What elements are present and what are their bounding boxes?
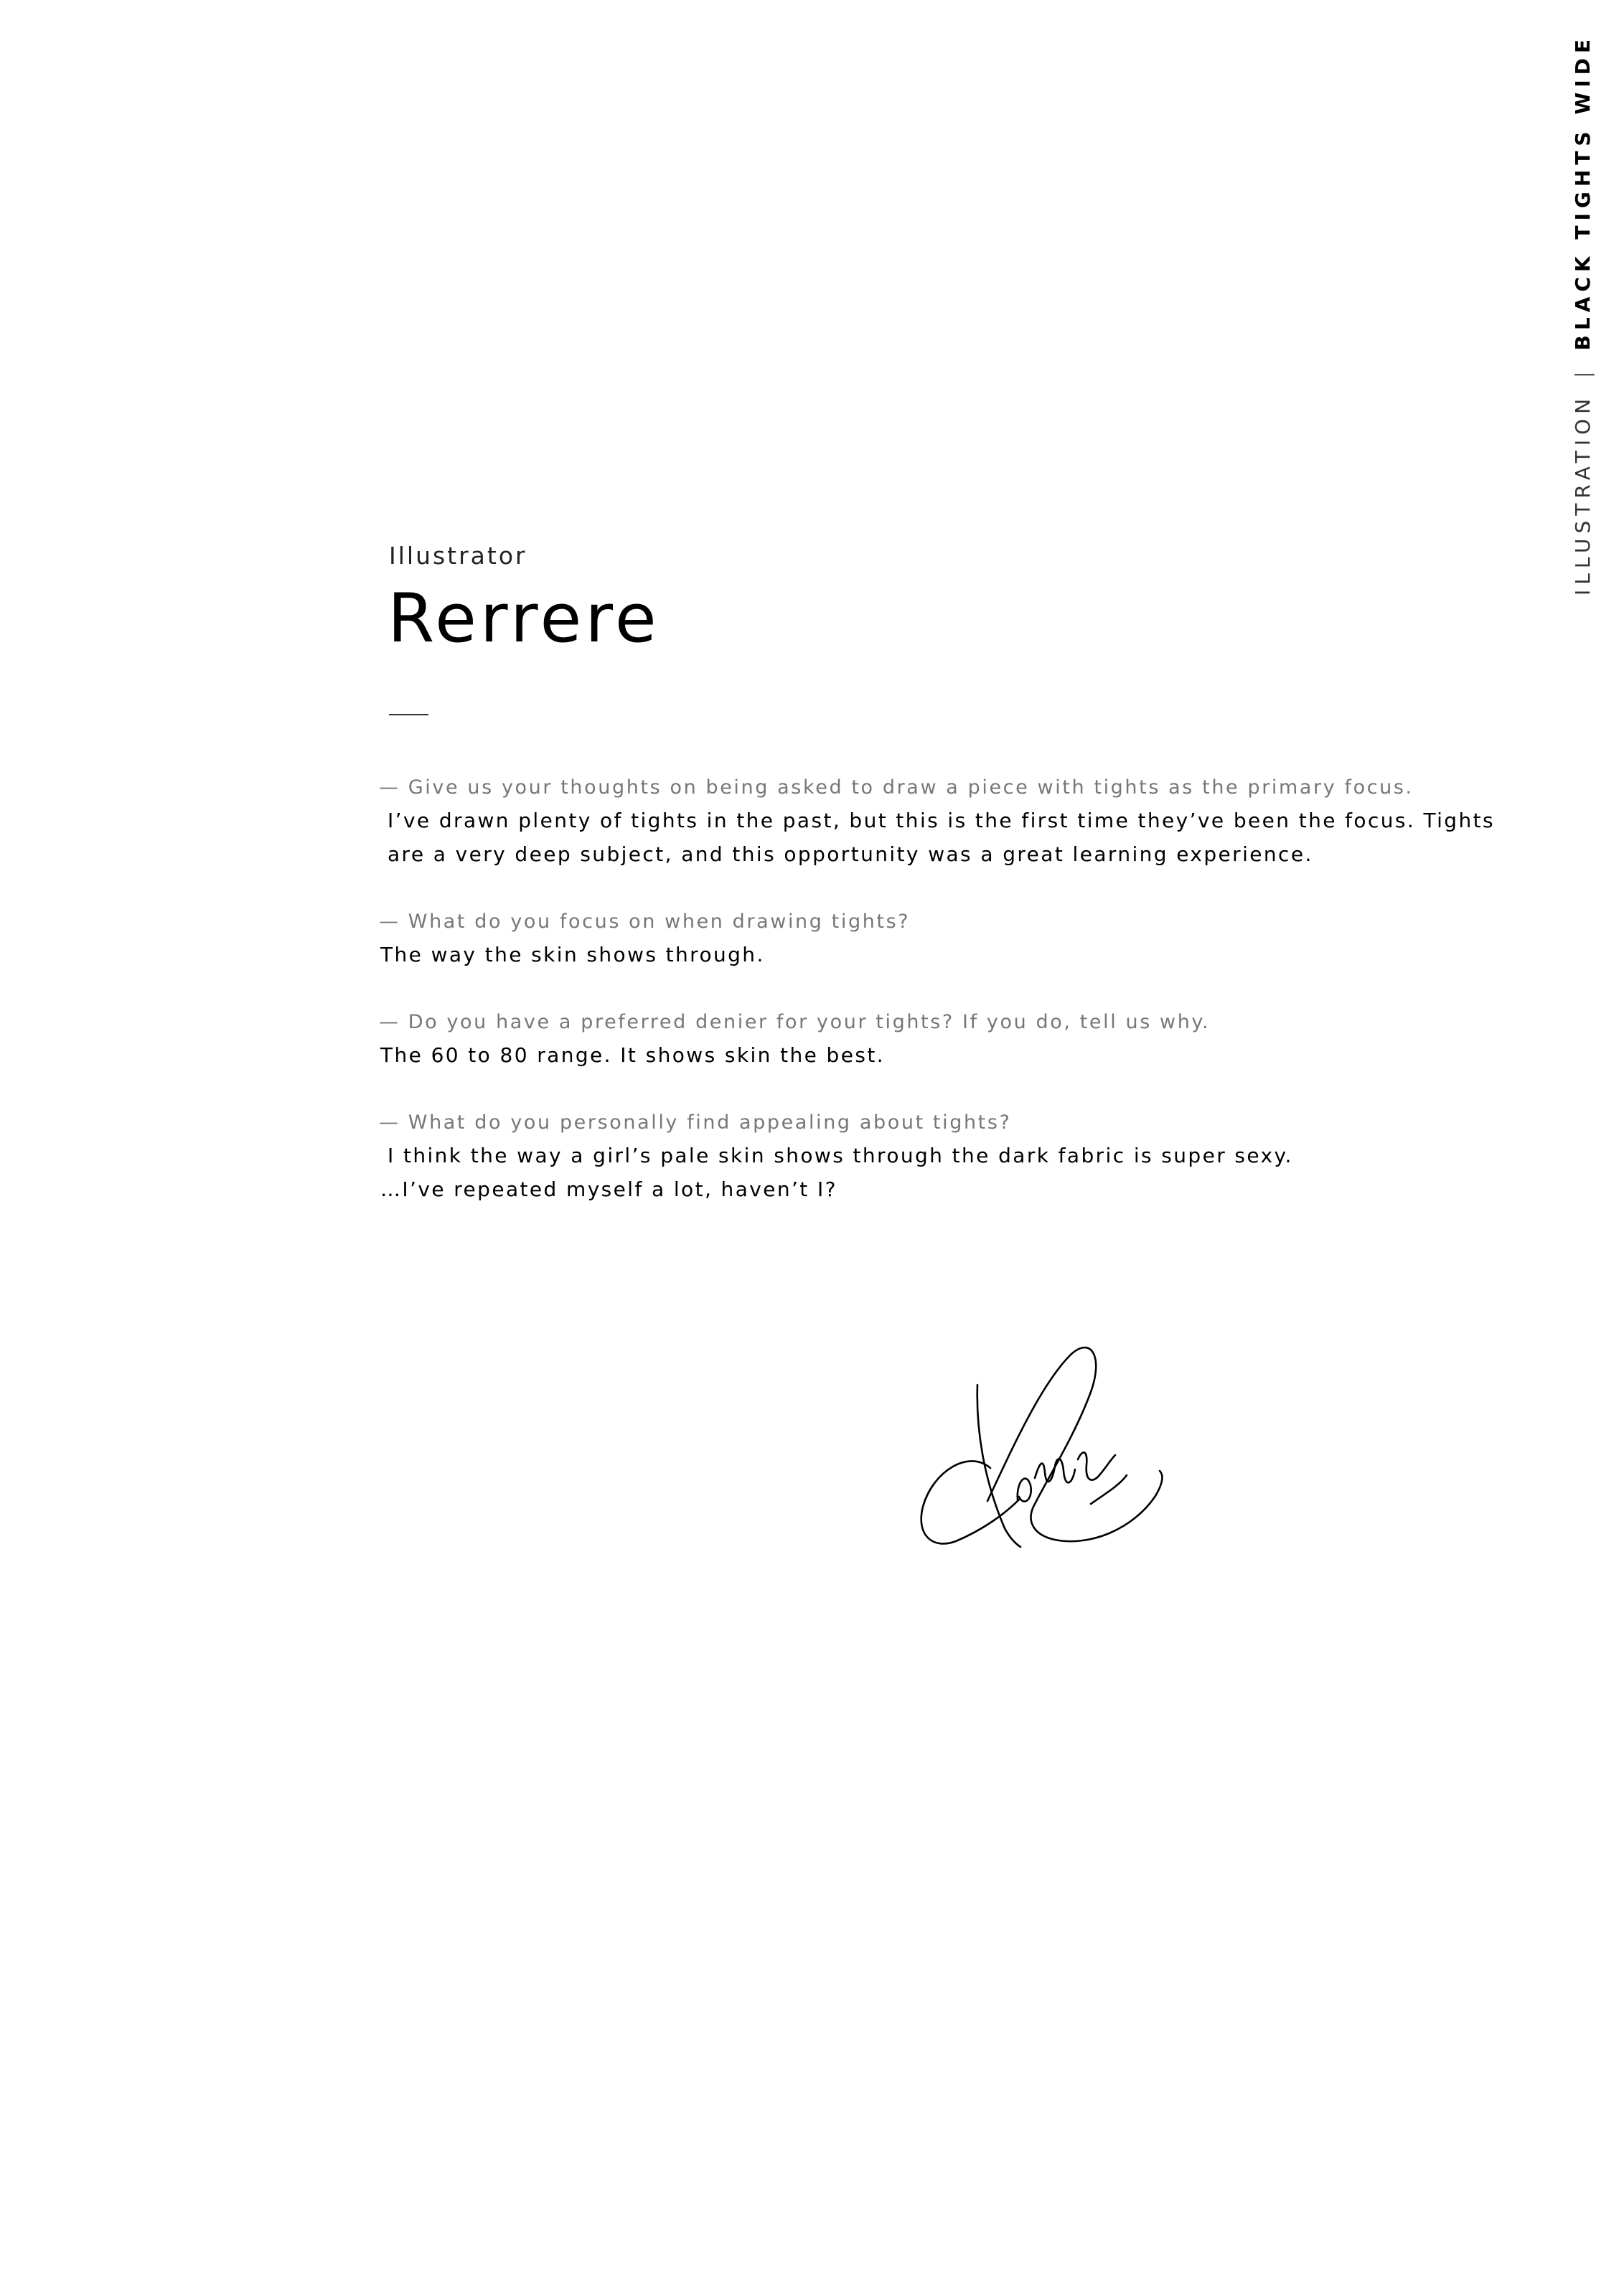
interview-item xyxy=(379,1107,1441,1206)
answer-line: …I’ve repeated myself a lot, haven’t I? xyxy=(380,1177,837,1201)
artist-name: Rerrere xyxy=(388,580,660,658)
answer-line: are a very deep subject, and this opportunity was a great learning experience. xyxy=(388,842,1313,866)
interview-item xyxy=(379,772,1495,871)
interview-item xyxy=(379,1007,1441,1072)
side-label-separator: | xyxy=(1571,366,1595,378)
interview-answer xyxy=(379,1038,1441,1072)
interview-question: — Give us your thoughts on being asked to draw a piece with tights as the primary focus. xyxy=(379,776,1414,799)
interview-question: — Do you have a preferred denier for your tights? If you do, tell us why. xyxy=(379,1011,1211,1033)
interview-question: — What do you personally find appealing about tights? xyxy=(379,1111,1012,1134)
interview-item xyxy=(379,906,1441,971)
role-label: Illustrator xyxy=(389,542,527,570)
interview-question: — What do you focus on when drawing tights? xyxy=(379,911,911,933)
answer-line: The way the skin shows through. xyxy=(380,943,765,966)
answer-line: The 60 to 80 range. It shows skin the best. xyxy=(380,1043,885,1067)
short-divider xyxy=(389,714,428,715)
answer-line: I think the way a girl’s pale skin shows through the dark fabric is super sexy. xyxy=(388,1144,1293,1167)
side-label xyxy=(1570,34,1596,596)
side-label-category: ILLUSTRATION xyxy=(1571,393,1595,596)
answer-line: I’ve drawn plenty of tights in the past, but this is the first time they’ve been the focus. Tights xyxy=(388,809,1495,832)
signature-icon xyxy=(911,1335,1198,1578)
interview-answer xyxy=(379,938,1441,971)
interview-answer xyxy=(379,804,1495,871)
side-label-title: BLACK TIGHTS WIDE xyxy=(1571,34,1595,351)
interview-answer xyxy=(379,1139,1441,1206)
